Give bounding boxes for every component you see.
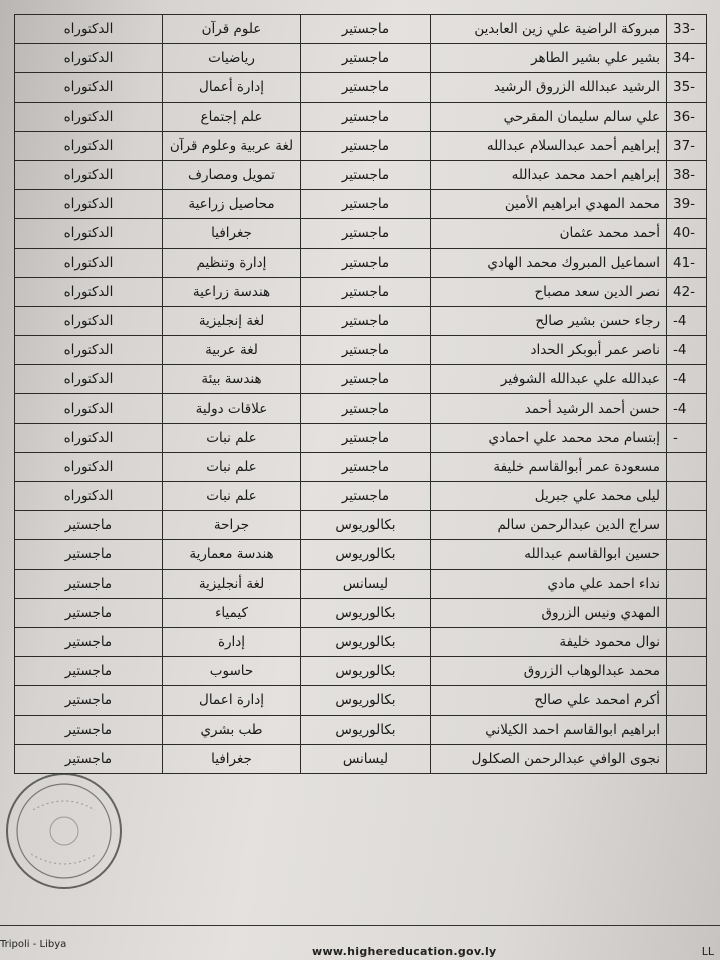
target-degree-cell: الدكتوراه — [15, 15, 163, 44]
current-degree-cell: بكالوريوس — [301, 715, 431, 744]
table-row — [15, 102, 707, 131]
current-degree-cell: بكالوريوس — [301, 540, 431, 569]
person-name-cell: سراج الدين عبدالرحمن سالم — [431, 511, 667, 540]
specialty-cell: حاسوب — [163, 657, 301, 686]
target-degree-cell: الدكتوراه — [15, 306, 163, 335]
target-degree-cell: ماجستير — [15, 657, 163, 686]
row-number-cell — [667, 452, 707, 481]
row-number-cell — [667, 627, 707, 656]
row-number-cell: -4 — [667, 336, 707, 365]
table-row — [15, 248, 707, 277]
current-degree-cell: بكالوريوس — [301, 627, 431, 656]
person-name-cell: إبراهيم احمد محمد عبدالله — [431, 160, 667, 189]
table-row — [15, 540, 707, 569]
row-number-cell: 37- — [667, 131, 707, 160]
target-degree-cell: الدكتوراه — [15, 248, 163, 277]
row-number-cell — [667, 657, 707, 686]
specialty-cell: لغة أنجليزية — [163, 569, 301, 598]
target-degree-cell: ماجستير — [15, 511, 163, 540]
row-number-cell: 36- — [667, 102, 707, 131]
specialty-cell: علم نبات — [163, 423, 301, 452]
table-row — [15, 44, 707, 73]
current-degree-cell: ماجستير — [301, 44, 431, 73]
current-degree-cell: ماجستير — [301, 131, 431, 160]
table-row — [15, 744, 707, 773]
specialty-cell: هندسة معمارية — [163, 540, 301, 569]
current-degree-cell: ليسانس — [301, 744, 431, 773]
target-degree-cell: الدكتوراه — [15, 190, 163, 219]
current-degree-cell: ماجستير — [301, 365, 431, 394]
table-row — [15, 336, 707, 365]
table-row — [15, 715, 707, 744]
target-degree-cell: الدكتوراه — [15, 482, 163, 511]
person-name-cell: إبراهيم أحمد عبدالسلام عبدالله — [431, 131, 667, 160]
person-name-cell: ابراهيم ابوالقاسم احمد الكيلاني — [431, 715, 667, 744]
scholarship-table — [14, 14, 707, 774]
person-name-cell: ناصر عمر أبوبكر الحداد — [431, 336, 667, 365]
person-name-cell: أكرم امحمد علي صالح — [431, 686, 667, 715]
table-row — [15, 598, 707, 627]
row-number-cell — [667, 686, 707, 715]
specialty-cell: كيمياء — [163, 598, 301, 627]
person-name-cell: ليلى محمد علي جبريل — [431, 482, 667, 511]
person-name-cell: مبروكة الراضية علي زين العابدين — [431, 15, 667, 44]
specialty-cell: علم نبات — [163, 482, 301, 511]
row-number-cell: 40- — [667, 219, 707, 248]
row-number-cell: 38- — [667, 160, 707, 189]
footer-divider — [0, 925, 720, 926]
target-degree-cell: ماجستير — [15, 569, 163, 598]
target-degree-cell: الدكتوراه — [15, 73, 163, 102]
current-degree-cell: بكالوريوس — [301, 598, 431, 627]
current-degree-cell: بكالوريوس — [301, 511, 431, 540]
person-name-cell: رجاء حسن بشير صالح — [431, 306, 667, 335]
target-degree-cell: ماجستير — [15, 744, 163, 773]
row-number-cell — [667, 511, 707, 540]
target-degree-cell: الدكتوراه — [15, 452, 163, 481]
target-degree-cell: الدكتوراه — [15, 219, 163, 248]
official-seal-stamp — [3, 770, 125, 892]
specialty-cell: رياضيات — [163, 44, 301, 73]
current-degree-cell: ماجستير — [301, 248, 431, 277]
table-row — [15, 219, 707, 248]
target-degree-cell: الدكتوراه — [15, 131, 163, 160]
person-name-cell: اسماعيل المبروك محمد الهادي — [431, 248, 667, 277]
target-degree-cell: الدكتوراه — [15, 277, 163, 306]
specialty-cell: طب بشري — [163, 715, 301, 744]
current-degree-cell: ماجستير — [301, 452, 431, 481]
row-number-cell — [667, 744, 707, 773]
specialty-cell: تمويل ومصارف — [163, 160, 301, 189]
row-number-cell: 41- — [667, 248, 707, 277]
table-row — [15, 160, 707, 189]
person-name-cell: محمد المهدي ابراهيم الأمين — [431, 190, 667, 219]
specialty-cell: هندسة بيئة — [163, 365, 301, 394]
current-degree-cell: ماجستير — [301, 423, 431, 452]
current-degree-cell: ماجستير — [301, 482, 431, 511]
table-row — [15, 73, 707, 102]
row-number-cell: -4 — [667, 365, 707, 394]
target-degree-cell: الدكتوراه — [15, 160, 163, 189]
row-number-cell: 39- — [667, 190, 707, 219]
target-degree-cell: الدكتوراه — [15, 44, 163, 73]
table-row — [15, 131, 707, 160]
specialty-cell: جغرافيا — [163, 744, 301, 773]
row-number-cell — [667, 569, 707, 598]
current-degree-cell: ماجستير — [301, 73, 431, 102]
table-row — [15, 569, 707, 598]
person-name-cell: أحمد محمد عثمان — [431, 219, 667, 248]
current-degree-cell: ليسانس — [301, 569, 431, 598]
row-number-cell — [667, 482, 707, 511]
row-number-cell: 34- — [667, 44, 707, 73]
row-number-cell: -4 — [667, 394, 707, 423]
current-degree-cell: ماجستير — [301, 336, 431, 365]
current-degree-cell: ماجستير — [301, 102, 431, 131]
specialty-cell: جراحة — [163, 511, 301, 540]
person-name-cell: محمد عبدالوهاب الزروق — [431, 657, 667, 686]
table-row — [15, 657, 707, 686]
person-name-cell: حسين ابوالقاسم عبدالله — [431, 540, 667, 569]
footer-location: Tripoli - Libya — [0, 939, 67, 950]
table-row — [15, 394, 707, 423]
table-row — [15, 511, 707, 540]
table-row — [15, 452, 707, 481]
current-degree-cell: بكالوريوس — [301, 686, 431, 715]
row-number-cell: 35- — [667, 73, 707, 102]
person-name-cell: نجوى الوافي عبدالرحمن الصكلول — [431, 744, 667, 773]
specialty-cell: إدارة اعمال — [163, 686, 301, 715]
target-degree-cell: ماجستير — [15, 715, 163, 744]
row-number-cell: - — [667, 423, 707, 452]
current-degree-cell: ماجستير — [301, 160, 431, 189]
person-name-cell: حسن أحمد الرشيد أحمد — [431, 394, 667, 423]
specialty-cell: هندسة زراعية — [163, 277, 301, 306]
specialty-cell: إدارة أعمال — [163, 73, 301, 102]
current-degree-cell: ماجستير — [301, 219, 431, 248]
current-degree-cell: بكالوريوس — [301, 657, 431, 686]
current-degree-cell: ماجستير — [301, 306, 431, 335]
row-number-cell — [667, 715, 707, 744]
footer-page-mark: LL — [701, 945, 714, 958]
person-name-cell: نداء احمد علي مادي — [431, 569, 667, 598]
table-row — [15, 627, 707, 656]
row-number-cell — [667, 598, 707, 627]
current-degree-cell: ماجستير — [301, 394, 431, 423]
specialty-cell: إدارة — [163, 627, 301, 656]
person-name-cell: الرشيد عبدالله الزروق الرشيد — [431, 73, 667, 102]
current-degree-cell: ماجستير — [301, 277, 431, 306]
specialty-cell: علم إجتماع — [163, 102, 301, 131]
person-name-cell: عبدالله علي عبدالله الشوفير — [431, 365, 667, 394]
row-number-cell: 33- — [667, 15, 707, 44]
table-row — [15, 306, 707, 335]
specialty-cell: لغة إنجليزية — [163, 306, 301, 335]
table-row — [15, 686, 707, 715]
table-row — [15, 190, 707, 219]
row-number-cell: 42- — [667, 277, 707, 306]
row-number-cell: -4 — [667, 306, 707, 335]
table-row — [15, 423, 707, 452]
table-row — [15, 482, 707, 511]
target-degree-cell: ماجستير — [15, 540, 163, 569]
person-name-cell: إبتسام محد محمد علي احمادي — [431, 423, 667, 452]
specialty-cell: جغرافيا — [163, 219, 301, 248]
target-degree-cell: ماجستير — [15, 598, 163, 627]
footer-website: www.highereducation.gov.ly — [312, 945, 497, 958]
specialty-cell: محاصيل زراعية — [163, 190, 301, 219]
specialty-cell: علوم قرآن — [163, 15, 301, 44]
current-degree-cell: ماجستير — [301, 15, 431, 44]
target-degree-cell: ماجستير — [15, 627, 163, 656]
specialty-cell: علاقات دولية — [163, 394, 301, 423]
person-name-cell: بشير علي بشير الطاهر — [431, 44, 667, 73]
person-name-cell: المهدي ونيس الزروق — [431, 598, 667, 627]
specialty-cell: لغة عربية وعلوم قرآن — [163, 131, 301, 160]
table-body — [15, 15, 707, 774]
row-number-cell — [667, 540, 707, 569]
specialty-cell: إدارة وتنظيم — [163, 248, 301, 277]
target-degree-cell: الدكتوراه — [15, 102, 163, 131]
current-degree-cell: ماجستير — [301, 190, 431, 219]
target-degree-cell: الدكتوراه — [15, 423, 163, 452]
target-degree-cell: ماجستير — [15, 686, 163, 715]
specialty-cell: لغة عربية — [163, 336, 301, 365]
person-name-cell: مسعودة عمر أبوالقاسم خليفة — [431, 452, 667, 481]
person-name-cell: نوال محمود خليفة — [431, 627, 667, 656]
specialty-cell: علم نبات — [163, 452, 301, 481]
target-degree-cell: الدكتوراه — [15, 365, 163, 394]
table-row — [15, 277, 707, 306]
table-row — [15, 365, 707, 394]
target-degree-cell: الدكتوراه — [15, 336, 163, 365]
target-degree-cell: الدكتوراه — [15, 394, 163, 423]
person-name-cell: نصر الدين سعد مصباح — [431, 277, 667, 306]
person-name-cell: علي سالم سليمان المقرحي — [431, 102, 667, 131]
table-row — [15, 15, 707, 44]
